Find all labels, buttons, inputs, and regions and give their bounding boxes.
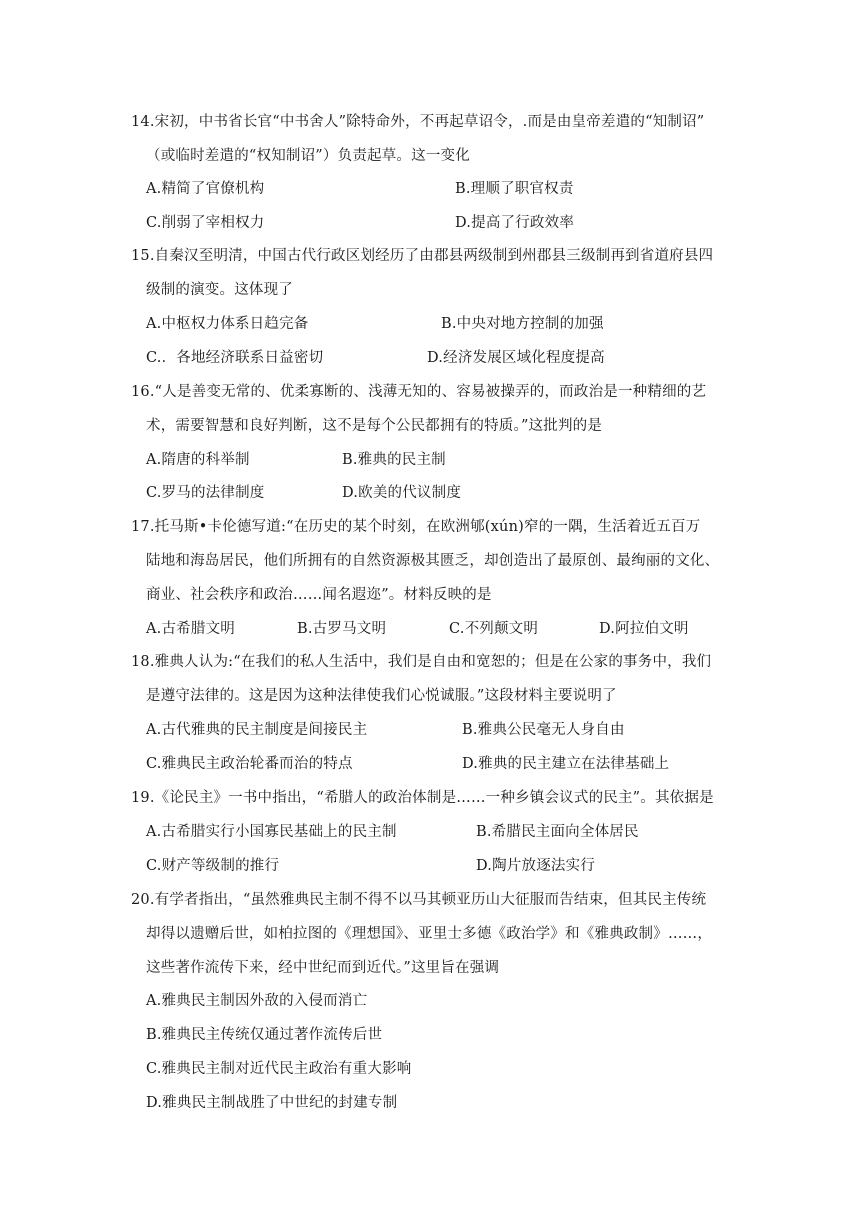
question-18-stem-line-1: 18.雅典人认为:“在我们的私人生活中，我们是自由和宽恕的；但是在公家的事务中，我们 — [131, 654, 712, 670]
question-14-option-a: A.精简了官僚机构 — [146, 181, 265, 197]
question-15-stem-line-2: 级制的演变。这体现了 — [146, 282, 293, 298]
question-18-option-b: B.雅典公民毫无人身自由 — [462, 722, 625, 738]
question-17-option-d: D.阿拉伯文明 — [599, 621, 689, 637]
question-19-option-c: C.财产等级制的推行 — [146, 858, 280, 874]
question-14-stem-line-1: 14.宋初，中书省长官“中书舍人”除特命外，不再起草诏令，.而是由皇帝差遣的“知制诏” — [131, 114, 705, 130]
question-18-stem-line-2: 是遵守法律的。这是因为这种法律使我们心悦诚服。”这段材料主要说明了 — [146, 688, 617, 704]
question-18-option-c: C.雅典民主政治轮番而治的特点 — [146, 756, 353, 772]
question-14-option-d: D.提高了行政效率 — [455, 215, 575, 231]
question-17-stem-line-1: 17.托马斯•卡伦德写道:“在历史的某个时刻，在欧洲郇(xún)窄的一隅，生活着近五百万 — [131, 519, 701, 535]
question-17-option-a: A.古希腊文明 — [146, 621, 235, 637]
question-18-option-d: D.雅典的民主建立在法律基础上 — [462, 756, 670, 772]
question-14-option-b: B.理顺了职官权责 — [455, 181, 574, 197]
question-16-option-b: B.雅典的民主制 — [342, 452, 446, 468]
question-20-option-c: C.雅典民主制对近代民主政治有重大影响 — [146, 1061, 412, 1077]
question-14-stem-line-2: （或临时差遣的“权知制诏”）负责起草。这一变化 — [146, 148, 470, 164]
question-20-option-b: B.雅典民主传统仅通过著作流传后世 — [146, 1027, 383, 1043]
question-20-stem-line-1: 20.有学者指出，“虽然雅典民主制不得不以马其顿亚历山大征服而告结束，但其民主传统 — [131, 892, 707, 908]
question-17-option-b: B.古罗马文明 — [297, 621, 387, 637]
question-16-stem-line-1: 16.“人是善变无常的、优柔寡断的、浅薄无知的、容易被操弄的，而政治是一种精细的艺 — [131, 384, 707, 400]
question-16-option-d: D.欧美的代议制度 — [342, 485, 462, 501]
question-19-stem-line-1: 19.《论民主》一书中指出，“希腊人的政治体制是……一种乡镇会议式的民主”。其依据是 — [131, 790, 714, 806]
question-15-option-a: A.中枢权力体系日趋完备 — [146, 316, 309, 332]
question-19-option-a: A.古希腊实行小国寡民基础上的民主制 — [146, 824, 397, 840]
question-15-option-b: B.中央对地方控制的加强 — [441, 316, 604, 332]
question-15-option-c: C.．各地经济联系日益密切 — [146, 350, 324, 366]
question-20-stem-line-2: 却得以遗赠后世，如柏拉图的《理想国》、亚里士多德《政治学》和《雅典政制》……， — [146, 926, 713, 942]
question-17-stem-line-3: 商业、社会秩序和政治……闻名遐迩”。材料反映的是 — [146, 587, 492, 603]
question-20-option-a: A.雅典民主制因外敌的入侵而消亡 — [146, 993, 368, 1009]
question-20-stem-line-3: 这些著作流传下来，经中世纪而到近代。”这里旨在强调 — [146, 960, 500, 976]
question-16-option-c: C.罗马的法律制度 — [146, 485, 265, 501]
question-15-stem-line-1: 15.自秦汉至明清，中国古代行政区划经历了由郡县两级制到州郡县三级制再到省道府县四 — [131, 248, 714, 264]
question-17-option-c: C.不列颠文明 — [449, 621, 539, 637]
question-17-stem-line-2: 陆地和海岛居民，他们所拥有的自然资源极其匮乏，却创造出了最原创、最绚丽的文化、 — [146, 553, 720, 569]
question-15-option-d: D.经济发展区域化程度提高 — [427, 350, 605, 366]
question-18-option-a: A.古代雅典的民主制度是间接民主 — [146, 722, 368, 738]
question-20-option-d: D.雅典民主制战胜了中世纪的封建专制 — [146, 1095, 398, 1111]
question-16-option-a: A.隋唐的科举制 — [146, 452, 250, 468]
question-19-option-d: D.陶片放逐法实行 — [476, 858, 596, 874]
question-14-option-c: C.削弱了宰相权力 — [146, 215, 265, 231]
question-16-stem-line-2: 术，需要智慧和良好判断，这不是每个公民都拥有的特质。”这批判的是 — [146, 418, 603, 434]
question-19-option-b: B.希腊民主面向全体居民 — [476, 824, 639, 840]
